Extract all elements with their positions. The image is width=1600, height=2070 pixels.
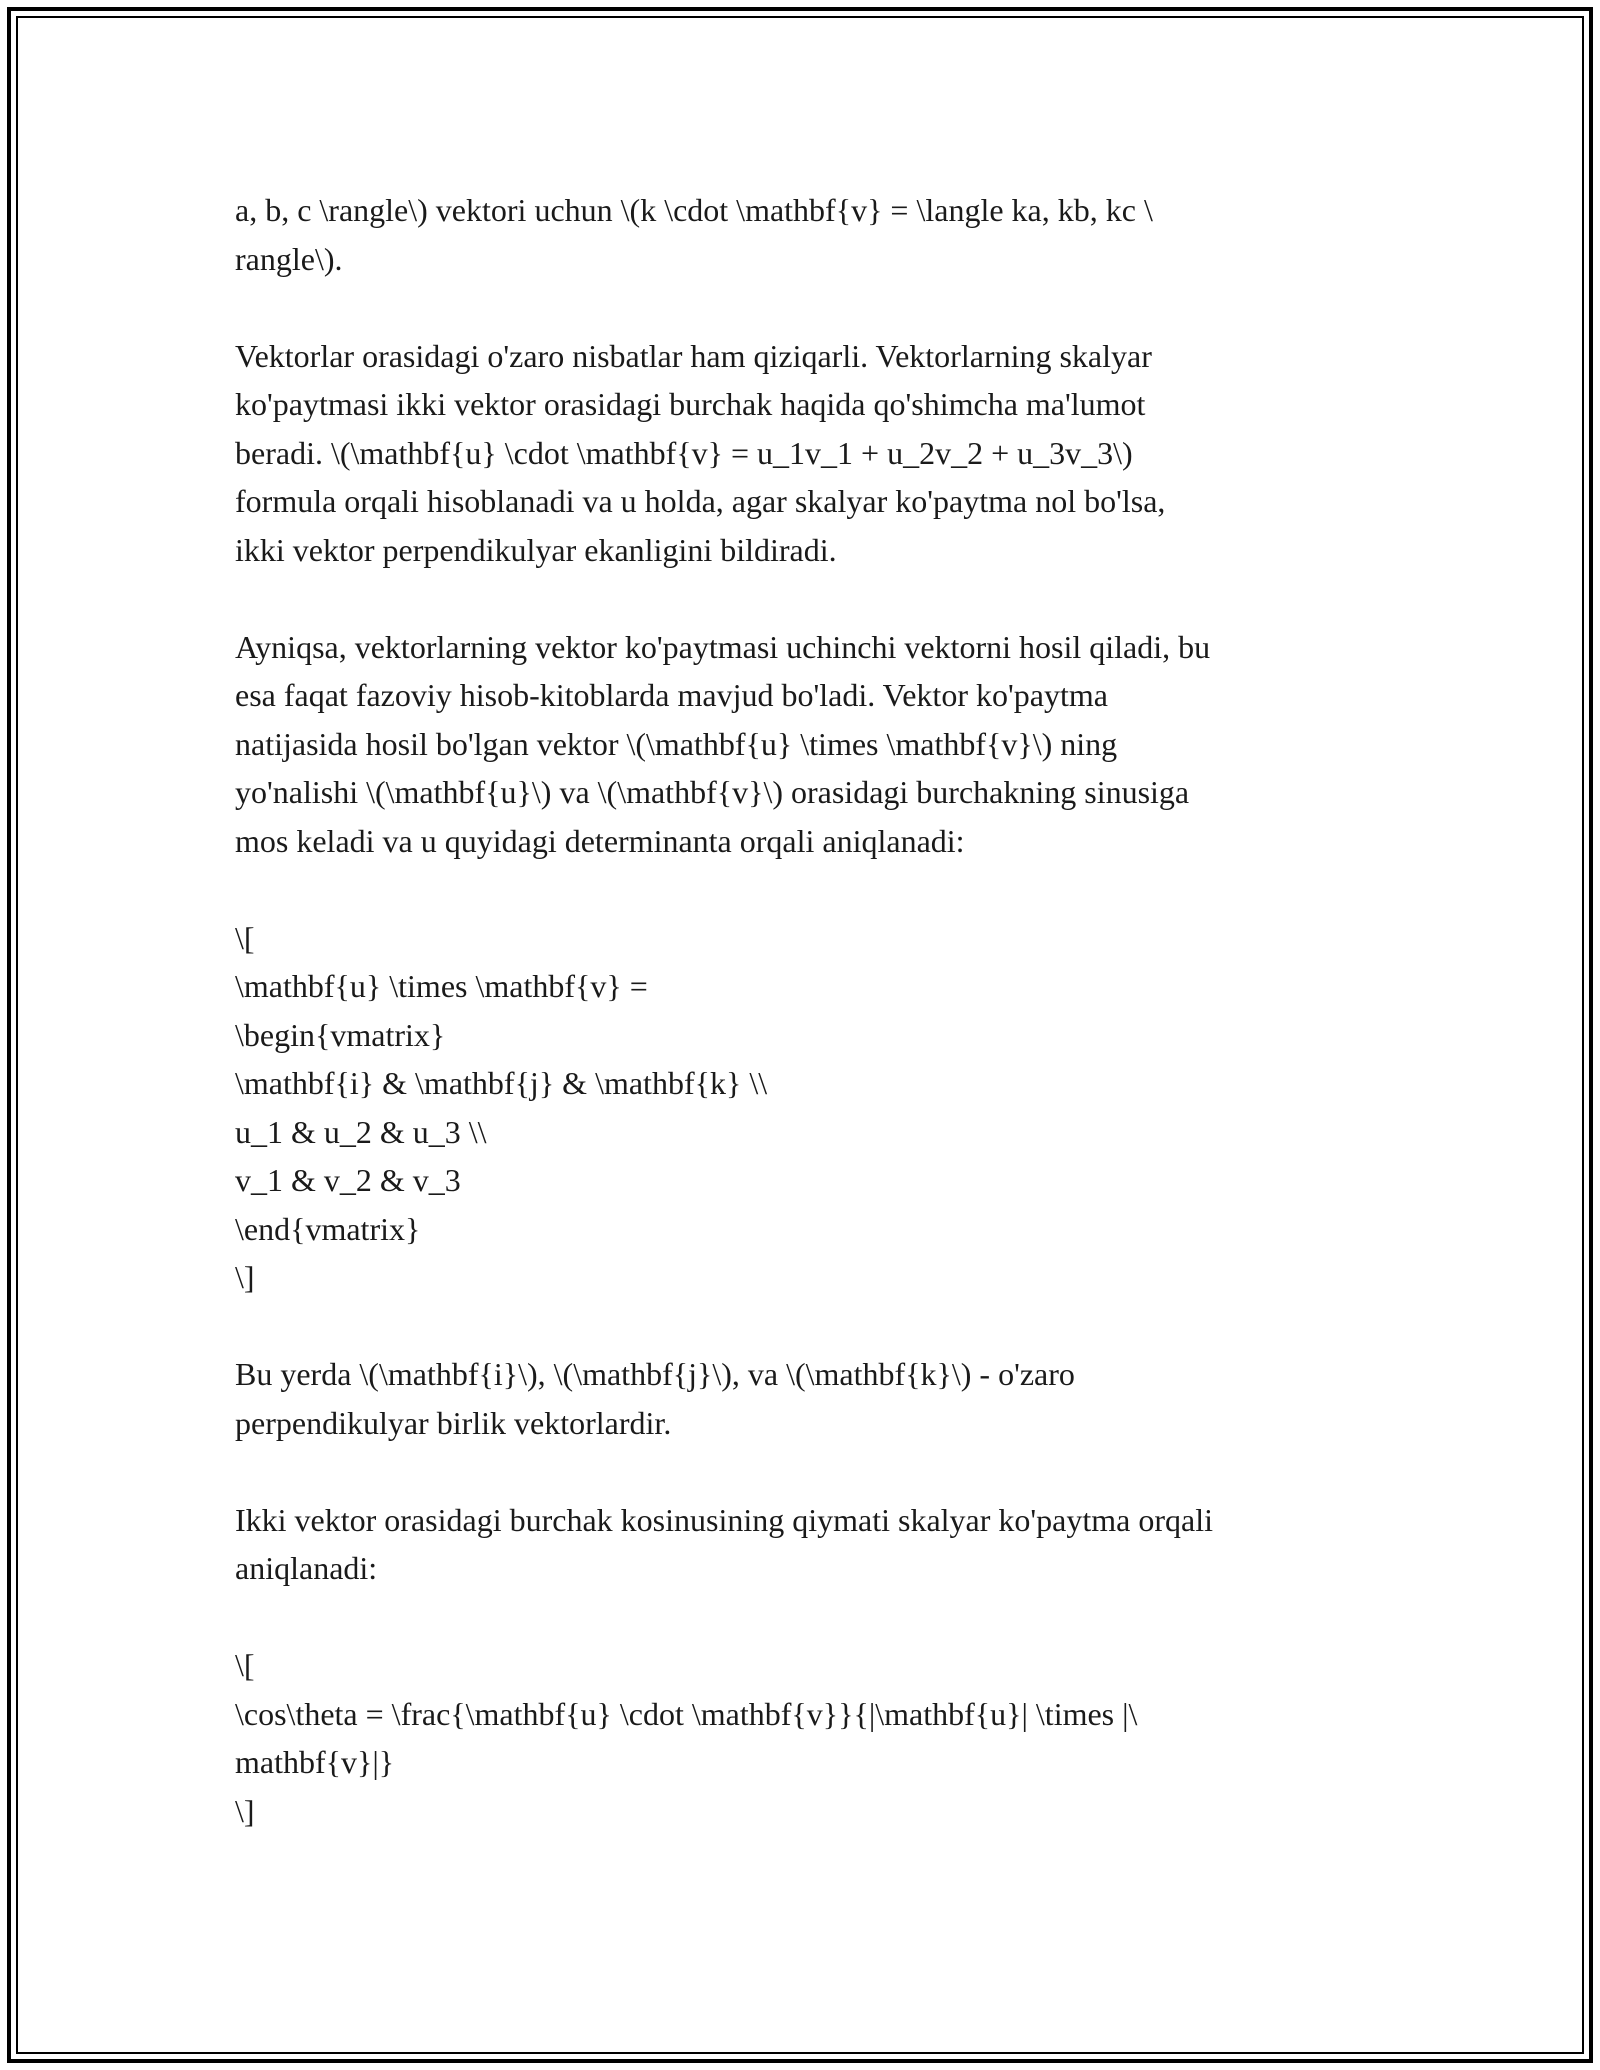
- paragraph: [235, 1350, 1365, 1447]
- text-line: Ayniqsa, vektorlarning vektor ko'paytmasi uchinchi vektorni hosil qiladi, bu: [235, 628, 1211, 665]
- text-line: Vektorlar orasidagi o'zaro nisbatlar ham qiziqarli. Vektorlarning skalyar: [235, 337, 1152, 374]
- equation-line: \[: [235, 1647, 255, 1683]
- paragraph: [235, 186, 1365, 283]
- equation-line: \end{vmatrix}: [235, 1210, 421, 1247]
- equation-block: [235, 914, 1365, 1302]
- equation-line: mathbf{v}|}: [235, 1744, 395, 1780]
- text-line: Bu yerda \(\mathbf{i}\), \(\mathbf{j}\), va \(\mathbf{k}\) - o'zaro: [235, 1356, 1075, 1392]
- text-line: Ikki vektor orasidagi burchak kosinusining qiymati skalyar ko'paytma orqali: [235, 1501, 1213, 1538]
- equation-line: \]: [235, 1259, 255, 1295]
- paragraph: [235, 1496, 1365, 1593]
- text-line: ikki vektor perpendikulyar ekanligini bildiradi.: [235, 531, 837, 568]
- document-body: [235, 186, 1365, 1835]
- text-line: yo'nalishi \(\mathbf{u}\) va \(\mathbf{v}\) orasidagi burchakning sinusiga: [235, 774, 1190, 810]
- paragraph: [235, 332, 1365, 575]
- equation-block: [235, 1641, 1365, 1835]
- equation-line: u_1 & u_2 & u_3 \\: [235, 1113, 487, 1150]
- text-line: esa faqat fazoviy hisob-kitoblarda mavjud bo'ladi. Vektor ko'paytma: [235, 677, 1108, 713]
- text-line: perpendikulyar birlik vektorlardir.: [235, 1404, 672, 1441]
- equation-line: \[: [235, 919, 255, 956]
- text-line: ko'paytmasi ikki vektor orasidagi burchak haqida qo'shimcha ma'lumot: [235, 386, 1146, 422]
- text-line: a, b, c \rangle\) vektori uchun \(k \cdot \mathbf{v} = \langle ka, kb, kc \: [235, 192, 1153, 228]
- equation-line: \cos\theta = \frac{\mathbf{u} \cdot \mathbf{v}}{|\mathbf{u}| \times |\: [235, 1695, 1138, 1732]
- equation-line: \mathbf{i} & \mathbf{j} & \mathbf{k} \\: [235, 1065, 768, 1101]
- text-line: aniqlanadi:: [235, 1550, 378, 1586]
- equation-line: v_1 & v_2 & v_3: [235, 1162, 461, 1198]
- text-line: beradi. \(\mathbf{u} \cdot \mathbf{v} = u_1v_1 + u_2v_2 + u_3v_3\): [235, 434, 1133, 471]
- text-line: mos keladi va u quyidagi determinanta orqali aniqlanadi:: [235, 822, 965, 859]
- equation-line: \]: [235, 1792, 255, 1829]
- paragraph: [235, 623, 1365, 866]
- text-line: natijasida hosil bo'lgan vektor \(\mathbf{u} \times \mathbf{v}\) ning: [235, 725, 1118, 762]
- equation-line: \mathbf{u} \times \mathbf{v} =: [235, 968, 648, 1004]
- text-line: formula orqali hisoblanadi va u holda, agar skalyar ko'paytma nol bo'lsa,: [235, 483, 1166, 519]
- text-line: rangle\).: [235, 240, 343, 277]
- equation-line: \begin{vmatrix}: [235, 1016, 446, 1053]
